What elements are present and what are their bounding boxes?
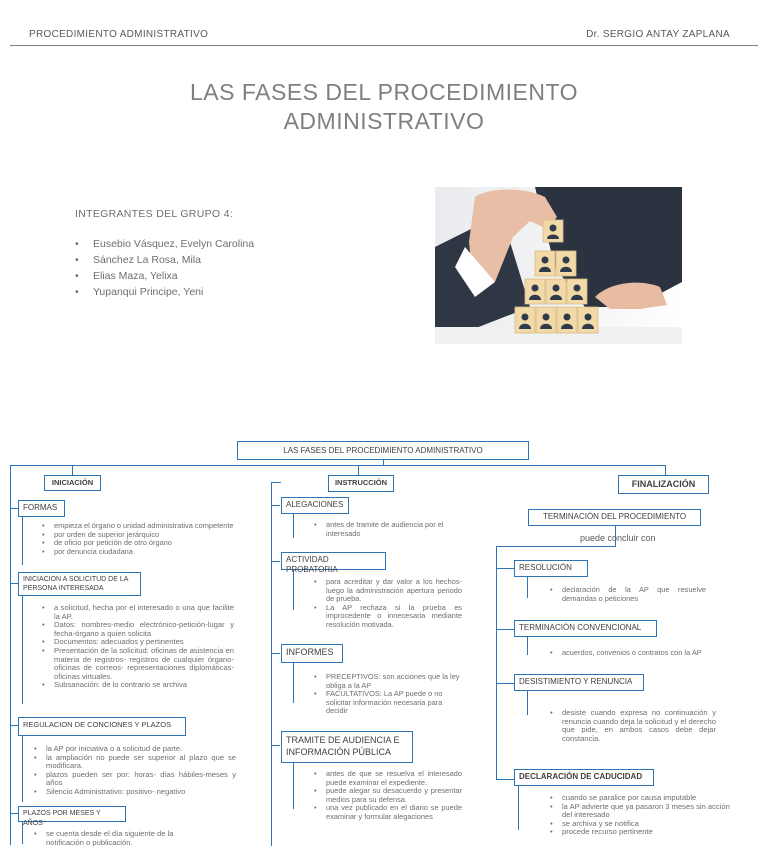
list-item: • la ampliación no puede ser superior al plazo que se modificara. bbox=[32, 754, 236, 771]
audiencia-box: TRAMITE DE AUDIENCIA E INFORMACIÓN PÚBLICA bbox=[281, 731, 413, 763]
list-item: • acuerdos, convenios o contratos con la AP bbox=[548, 649, 738, 658]
connector bbox=[293, 763, 294, 809]
convencional-list bbox=[548, 649, 738, 658]
connector bbox=[22, 517, 23, 565]
regulacion-box: REGULACION DE CONCIONES Y PLAZOS bbox=[18, 717, 186, 736]
list-item: • de oficio por petición de otro órgano bbox=[40, 539, 236, 548]
connector bbox=[293, 663, 294, 703]
plazos-list bbox=[32, 830, 182, 847]
list-item: • puede alegar su desacuerdo y presentar medios para su defensa. bbox=[312, 787, 462, 804]
bullet: • bbox=[75, 254, 79, 266]
connector bbox=[271, 505, 280, 506]
list-item: • se archiva y se notifica bbox=[548, 820, 738, 829]
member-item bbox=[75, 284, 254, 300]
hand-stacking-blocks-image bbox=[435, 187, 682, 344]
terminacion-box: TERMINACIÓN DEL PROCEDIMIENTO bbox=[528, 509, 701, 526]
informes-list bbox=[312, 673, 462, 716]
bullet: • bbox=[75, 238, 79, 250]
connector bbox=[72, 465, 73, 475]
list-item: • La AP rechaza si la prueba es improcedente o innecesaria mediante resolución motivada. bbox=[312, 604, 462, 630]
connector bbox=[293, 514, 294, 538]
list-item: • desiste cuando expresa no continuación y renuncia cuando deja la solicitud y el derecho que pide, en ambos casos debe dejar constancia. bbox=[548, 709, 716, 743]
list-item: • FACULTATIVOS: La AP puede o no solicitar información necesaria para decidir bbox=[312, 690, 462, 716]
instruccion-box: INSTRUCCIÓN bbox=[328, 475, 394, 492]
connector bbox=[496, 568, 514, 569]
connector bbox=[10, 725, 18, 726]
connector bbox=[496, 546, 616, 547]
connector bbox=[496, 629, 514, 630]
list-item: • Datos: nombres-medio electrónico-petición-lugar y fecha-órgano a quien solicita bbox=[40, 621, 234, 638]
member-item bbox=[75, 268, 254, 284]
member-name: Eusebio Vásquez, Evelyn Carolina bbox=[93, 238, 255, 250]
connector bbox=[271, 482, 272, 846]
convencional-box: TERMINACIÓN CONVENCIONAL bbox=[514, 620, 657, 637]
alegaciones-box: ALEGACIONES bbox=[281, 497, 349, 514]
desistimiento-box: DESISTIMIENTO Y RENUNCIA bbox=[514, 674, 644, 691]
probatoria-box: ACTIVIDAD PROBATORIA bbox=[281, 552, 386, 570]
connector bbox=[271, 745, 280, 746]
puede-concluir-text: puede concluir con bbox=[580, 533, 656, 543]
list-item: • empieza el órgano o unidad administrativa competente bbox=[40, 522, 236, 531]
connector bbox=[10, 465, 665, 466]
connector bbox=[10, 465, 11, 845]
member-item bbox=[75, 252, 254, 268]
connector bbox=[496, 779, 514, 780]
plazos-box: PLAZOS POR MESES Y AÑOS bbox=[18, 806, 126, 822]
connector bbox=[10, 583, 18, 584]
connector bbox=[665, 465, 666, 475]
list-item: • cuando se paralice por causa imputable bbox=[548, 794, 738, 803]
list-item: • la AP por iniciativa o a solicitud de parte. bbox=[32, 745, 236, 754]
member-item bbox=[75, 236, 254, 252]
connector bbox=[518, 786, 519, 830]
connector bbox=[527, 637, 528, 655]
page-title bbox=[0, 78, 768, 136]
member-name: Sánchez La Rosa, Mila bbox=[93, 254, 201, 266]
caducidad-box: DECLARACIÓN DE CADUCIDAD bbox=[514, 769, 654, 786]
bullet: • bbox=[75, 270, 79, 282]
list-item: • se cuenta desde el día siguiente de la notificación o publicación. bbox=[32, 830, 182, 847]
list-item: • Presentación de la solicitud: oficinas de asistencia en materia de registros- registros de cualquier órgano- oficinas de correos- representaciones diplomáticas- oficinas virtuales. bbox=[40, 647, 234, 681]
group-label: INTEGRANTES DEL GRUPO 4: bbox=[75, 208, 233, 220]
member-name: Yupanqui Principe, Yeni bbox=[93, 286, 204, 298]
list-item: • antes de que se resuelva el interesado puede examinar el expediente. bbox=[312, 770, 462, 787]
resolucion-list bbox=[548, 586, 706, 603]
audiencia-list bbox=[312, 770, 462, 822]
connector bbox=[527, 691, 528, 715]
connector bbox=[271, 561, 280, 562]
list-item: • la AP advierte que ya pasaron 3 meses sin acción del interesado bbox=[548, 803, 738, 820]
members-list bbox=[75, 236, 254, 300]
list-item: • antes de tramite de audiencia por el interesado bbox=[312, 521, 462, 538]
bullet: • bbox=[75, 286, 79, 298]
list-item: • a solicitud, hecha por el interesado o una que facilite la AP. bbox=[40, 604, 234, 621]
diagram-root-box: LAS FASES DEL PROCEDIMIENTO ADMINISTRATIVO bbox=[237, 441, 529, 460]
list-item: • procede recurso pertinente bbox=[548, 828, 738, 837]
connector bbox=[10, 508, 18, 509]
connector bbox=[271, 482, 281, 483]
connector bbox=[358, 465, 359, 475]
desistimiento-list bbox=[548, 709, 716, 743]
connector bbox=[271, 653, 280, 654]
list-item: • por orden de superior jerárquico bbox=[40, 531, 236, 540]
caducidad-list bbox=[548, 794, 738, 837]
alegaciones-list bbox=[312, 521, 462, 538]
list-item: • Documentos: adecuados y pertinentes bbox=[40, 638, 234, 647]
list-item: • Subsanación: de lo contrario se archiva bbox=[40, 681, 234, 690]
finalizacion-box: FINALIZACIÓN bbox=[618, 475, 709, 494]
list-item: • plazos pueden ser por: horas- días hábiles-meses y años bbox=[32, 771, 236, 788]
probatoria-list bbox=[312, 578, 462, 630]
connector bbox=[22, 736, 23, 802]
list-item: • Silencio Administrativo: positivo- negativo bbox=[32, 788, 236, 797]
header-divider bbox=[10, 45, 758, 46]
solicitud-box: INICIACION A SOLICITUD DE LA PERSONA INTERESADA bbox=[18, 572, 141, 596]
list-item: • por denuncia ciudadana bbox=[40, 548, 236, 557]
page-title-line1: LAS FASES DEL PROCEDIMIENTO bbox=[190, 79, 578, 105]
formas-list bbox=[40, 522, 236, 556]
connector bbox=[496, 683, 514, 684]
informes-box: INFORMES bbox=[281, 644, 343, 663]
connector bbox=[293, 570, 294, 610]
solicitud-list bbox=[40, 604, 234, 690]
member-name: Elias Maza, Yelixa bbox=[93, 270, 178, 282]
resolucion-box: RESOLUCIÓN bbox=[514, 560, 588, 577]
header-left-title: PROCEDIMIENTO ADMINISTRATIVO bbox=[29, 29, 209, 40]
connector bbox=[10, 813, 18, 814]
regulacion-list bbox=[32, 745, 236, 797]
list-item: • para acreditar y dar valor a los hechos-luego la administración apertura periodo de prueba. bbox=[312, 578, 462, 604]
connector bbox=[22, 596, 23, 704]
list-item: • una vez publicado en el diario se puede examinar y formular alegaciones bbox=[312, 804, 462, 821]
connector bbox=[527, 577, 528, 598]
page-title-line2: ADMINISTRATIVO bbox=[283, 108, 485, 134]
header-author: Dr. SERGIO ANTAY ZAPLANA bbox=[586, 29, 730, 40]
formas-box: FORMAS bbox=[18, 500, 65, 517]
iniciacion-box: INICIACIÓN bbox=[44, 475, 101, 491]
list-item: • declaración de la AP que resuelve demandas o peticiones bbox=[548, 586, 706, 603]
connector bbox=[496, 546, 497, 780]
list-item: • PRECEPTIVOS: son acciones que la ley obliga a la AP bbox=[312, 673, 462, 690]
